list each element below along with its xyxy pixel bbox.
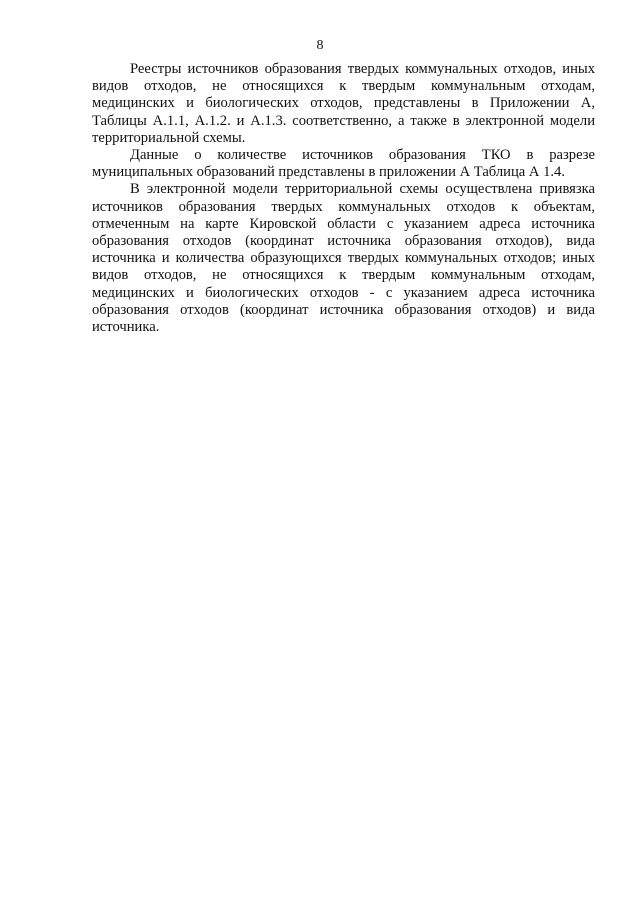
page-number: 8: [316, 38, 324, 53]
paragraph-electronic-model: В электронной модели территориальной схемы осуществлена привязка источников образования твердых коммунальных отходов к объектам, отмеченным на карте Кировской области с указанием адреса источника образования отходов (координат источника образования отходов), вида источника и количества образующихся твердых коммунальных отходов; иных видов отходов, не относящихся к твердым коммунальным отходам, медицинских и биологических отходов - с указанием адреса источника образования отходов (координат источника образования отходов) и вида источника.: [92, 181, 595, 336]
paragraph-sources-count: Данные о количестве источников образования ТКО в разрезе муниципальных образований представлены в приложении А Таблица А 1.4.: [92, 147, 595, 181]
document-body: [92, 61, 595, 336]
paragraph-registers: Реестры источников образования твердых коммунальных отходов, иных видов отходов, не относящихся к твердым коммунальным отходам, медицинских и биологических отходов, представлены в Приложении А, Таблицы А.1.1, А.1.2. и А.1.3. соответственно, а также в электронной модели территориальной схемы.: [92, 61, 595, 146]
